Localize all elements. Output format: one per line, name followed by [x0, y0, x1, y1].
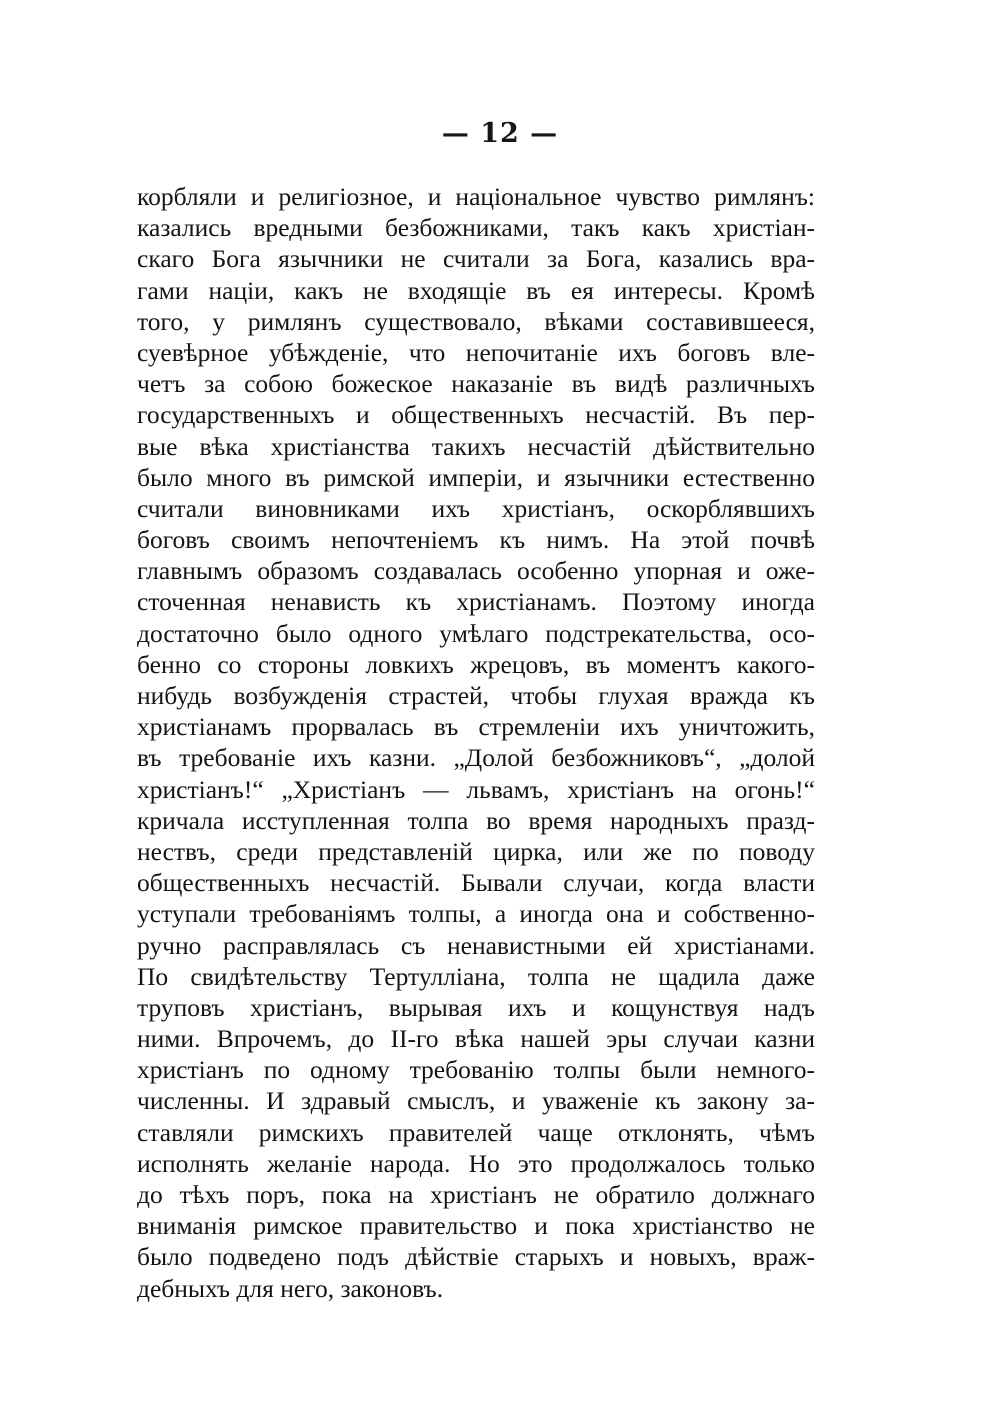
- text-line: христіанамъ прорвалась въ стремленіи ихъ уничтожить,: [137, 712, 815, 742]
- text-line: было подведено подъ дѣйствіе старыхъ и новыхъ, враж-: [137, 1242, 815, 1272]
- text-line: вые вѣка христіанства такихъ несчастій дѣйствительно: [137, 431, 815, 461]
- text-line: нибудь возбужденія страстей, чтобы глухая вражда къ: [137, 681, 815, 710]
- text-line: бенно со стороны ловкихъ жрецовъ, въ моментъ какого-: [137, 649, 815, 679]
- body-text: [137, 181, 815, 1304]
- text-line: ручно расправлялась съ ненавистными ей христіанами.: [137, 930, 815, 960]
- text-line: до тѣхъ поръ, пока на христіанъ не обратило должнаго: [137, 1180, 815, 1209]
- text-line: четъ за собою божеское наказаніе въ видѣ различныхъ: [137, 369, 815, 399]
- text-line: считали виновниками ихъ христіанъ, оскорблявшихъ: [137, 493, 815, 523]
- text-line: государственныхъ и общественныхъ несчастій. Въ пер-: [137, 400, 815, 430]
- text-line: труповъ христіанъ, вырывая ихъ и кощунствуя надъ: [137, 992, 815, 1022]
- text-line: вниманія римское правительство и пока христіанство не: [137, 1211, 815, 1241]
- text-line: дебныхъ для него, законовъ.: [137, 1273, 444, 1303]
- text-line: уступали требованіямъ толпы, а иногда она и собственно-: [137, 899, 815, 929]
- text-line: того, у римлянъ существовало, вѣками составившееся,: [137, 306, 815, 336]
- text-line: кричала исступленная толпа во время народныхъ празд-: [137, 805, 815, 835]
- text-line: суевѣрное убѣжденіе, что непочитаніе ихъ боговъ вле-: [137, 337, 815, 367]
- page-number: — 12 —: [441, 118, 559, 149]
- text-line: исполнять желаніе народа. Но это продолжалось только: [137, 1148, 815, 1178]
- text-line: ставляли римскихъ правителей чаще отклонять, чѣмъ: [137, 1117, 815, 1147]
- text-line: христіанъ!“ „Христіанъ — львамъ, христіанъ на огонь!“: [137, 774, 815, 804]
- text-line: общественныхъ несчастій. Бывали случаи, когда власти: [137, 868, 815, 898]
- text-line: было много въ римской имперіи, и язычники естественно: [137, 462, 815, 492]
- text-line: казались вредными безбожниками, такъ какъ христіан-: [137, 213, 815, 243]
- text-line: нествъ, среди представленій цирка, или же по поводу: [137, 836, 815, 866]
- text-line: корбляли и религіозное, и національное чувство римлянъ:: [137, 182, 815, 211]
- text-line: ними. Впрочемъ, до II-го вѣка нашей эры случаи казни: [137, 1024, 815, 1054]
- text-line: христіанъ по одному требованію толпы были немного-: [137, 1055, 815, 1085]
- text-line: достаточно было одного умѣлаго подстрекательства, осо-: [137, 618, 815, 648]
- text-line: въ требованіе ихъ казни. „Долой безбожниковъ“, „долой: [137, 743, 815, 773]
- text-line: боговъ своимъ непочтеніемъ къ нимъ. На этой почвѣ: [137, 525, 815, 555]
- text-line: сточенная ненависть къ христіанамъ. Поэтому иногда: [137, 587, 815, 617]
- text-line: скаго Бога язычники не считали за Бога, казались вра-: [137, 244, 815, 274]
- text-line: главнымъ образомъ создавалась особенно упорная и оже-: [137, 556, 815, 586]
- text-line: По свидѣтельству Тертулліана, толпа не щадила даже: [137, 961, 815, 991]
- text-line: гами націи, какъ не входящіе въ ея интересы. Кромѣ: [137, 275, 815, 305]
- text-line: численны. И здравый смыслъ, и уваженіе къ закону за-: [137, 1086, 815, 1116]
